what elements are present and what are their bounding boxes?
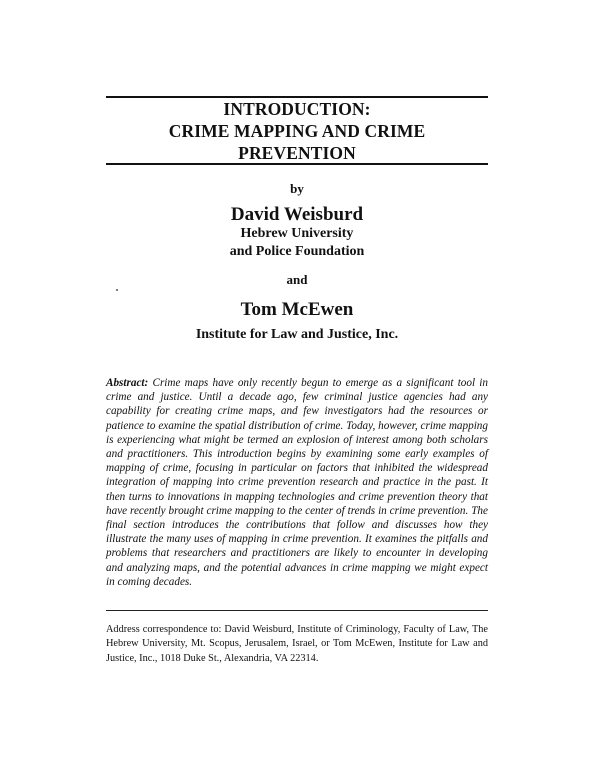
footnote-rule [106,610,488,611]
author-1-affiliation-line-2: and Police Foundation [229,244,365,259]
abstract-text: Crime maps have only recently begun to emerge as a significant tool in crime and justice. Until a decade ago, few criminal justice agencies had any capability for creating crime maps, and few investigators had the resources or patience to examine the spatial distribution of crime. Today, however, crime mapping is experiencing what might be termed an explosion of interest among both scholars and practitioners. This introduction begins by examining some early examples of mapping of crime, focusing in particular on factors that inhibited the widespread integration of mapping into crime prevention research and practice in the past. It then turns to innovations in mapping technologies and crime prevention theory that have recently brought crime mapping to the center of trends in crime prevention. The final section introduces the contributions that follow and discusses how they illustrate the many uses of mapping in crime prevention. It examines the pitfalls and problems that researchers and practitioners are likely to encounter in developing and analyzing maps, and the potential advances in crime mapping we might expect in coming decades. [106,377,489,588]
title-line-1: INTRODUCTION: [223,99,371,119]
scan-speck [116,289,118,291]
abstract [106,376,488,589]
paper-title [106,98,488,164]
byline: by [290,181,304,196]
author-1-affiliation [106,225,488,261]
title-line-2: CRIME MAPPING AND CRIME [168,121,426,141]
title-bottom-rule [106,163,488,165]
author-1-name: David Weisburd [230,204,364,225]
author-1-affiliation-line-1: Hebrew University [240,226,354,241]
abstract-label: Abstract: [106,377,153,389]
author-2-affiliation: Institute for Law and Justice, Inc. [195,327,399,342]
title-line-3: PREVENTION [238,143,356,163]
author-2-name: Tom McEwen [240,299,354,320]
correspondence-address: Address correspondence to: David Weisburd, Institute of Criminology, Faculty of Law, The Hebrew University, Mt. Scopus, Jerusalem, Israel, or Tom McEwen, Institute for Law and Justice, Inc., 1018 Duke St., Alexandria, VA 22314. [106,624,488,664]
author-conjunction: and [286,272,308,287]
